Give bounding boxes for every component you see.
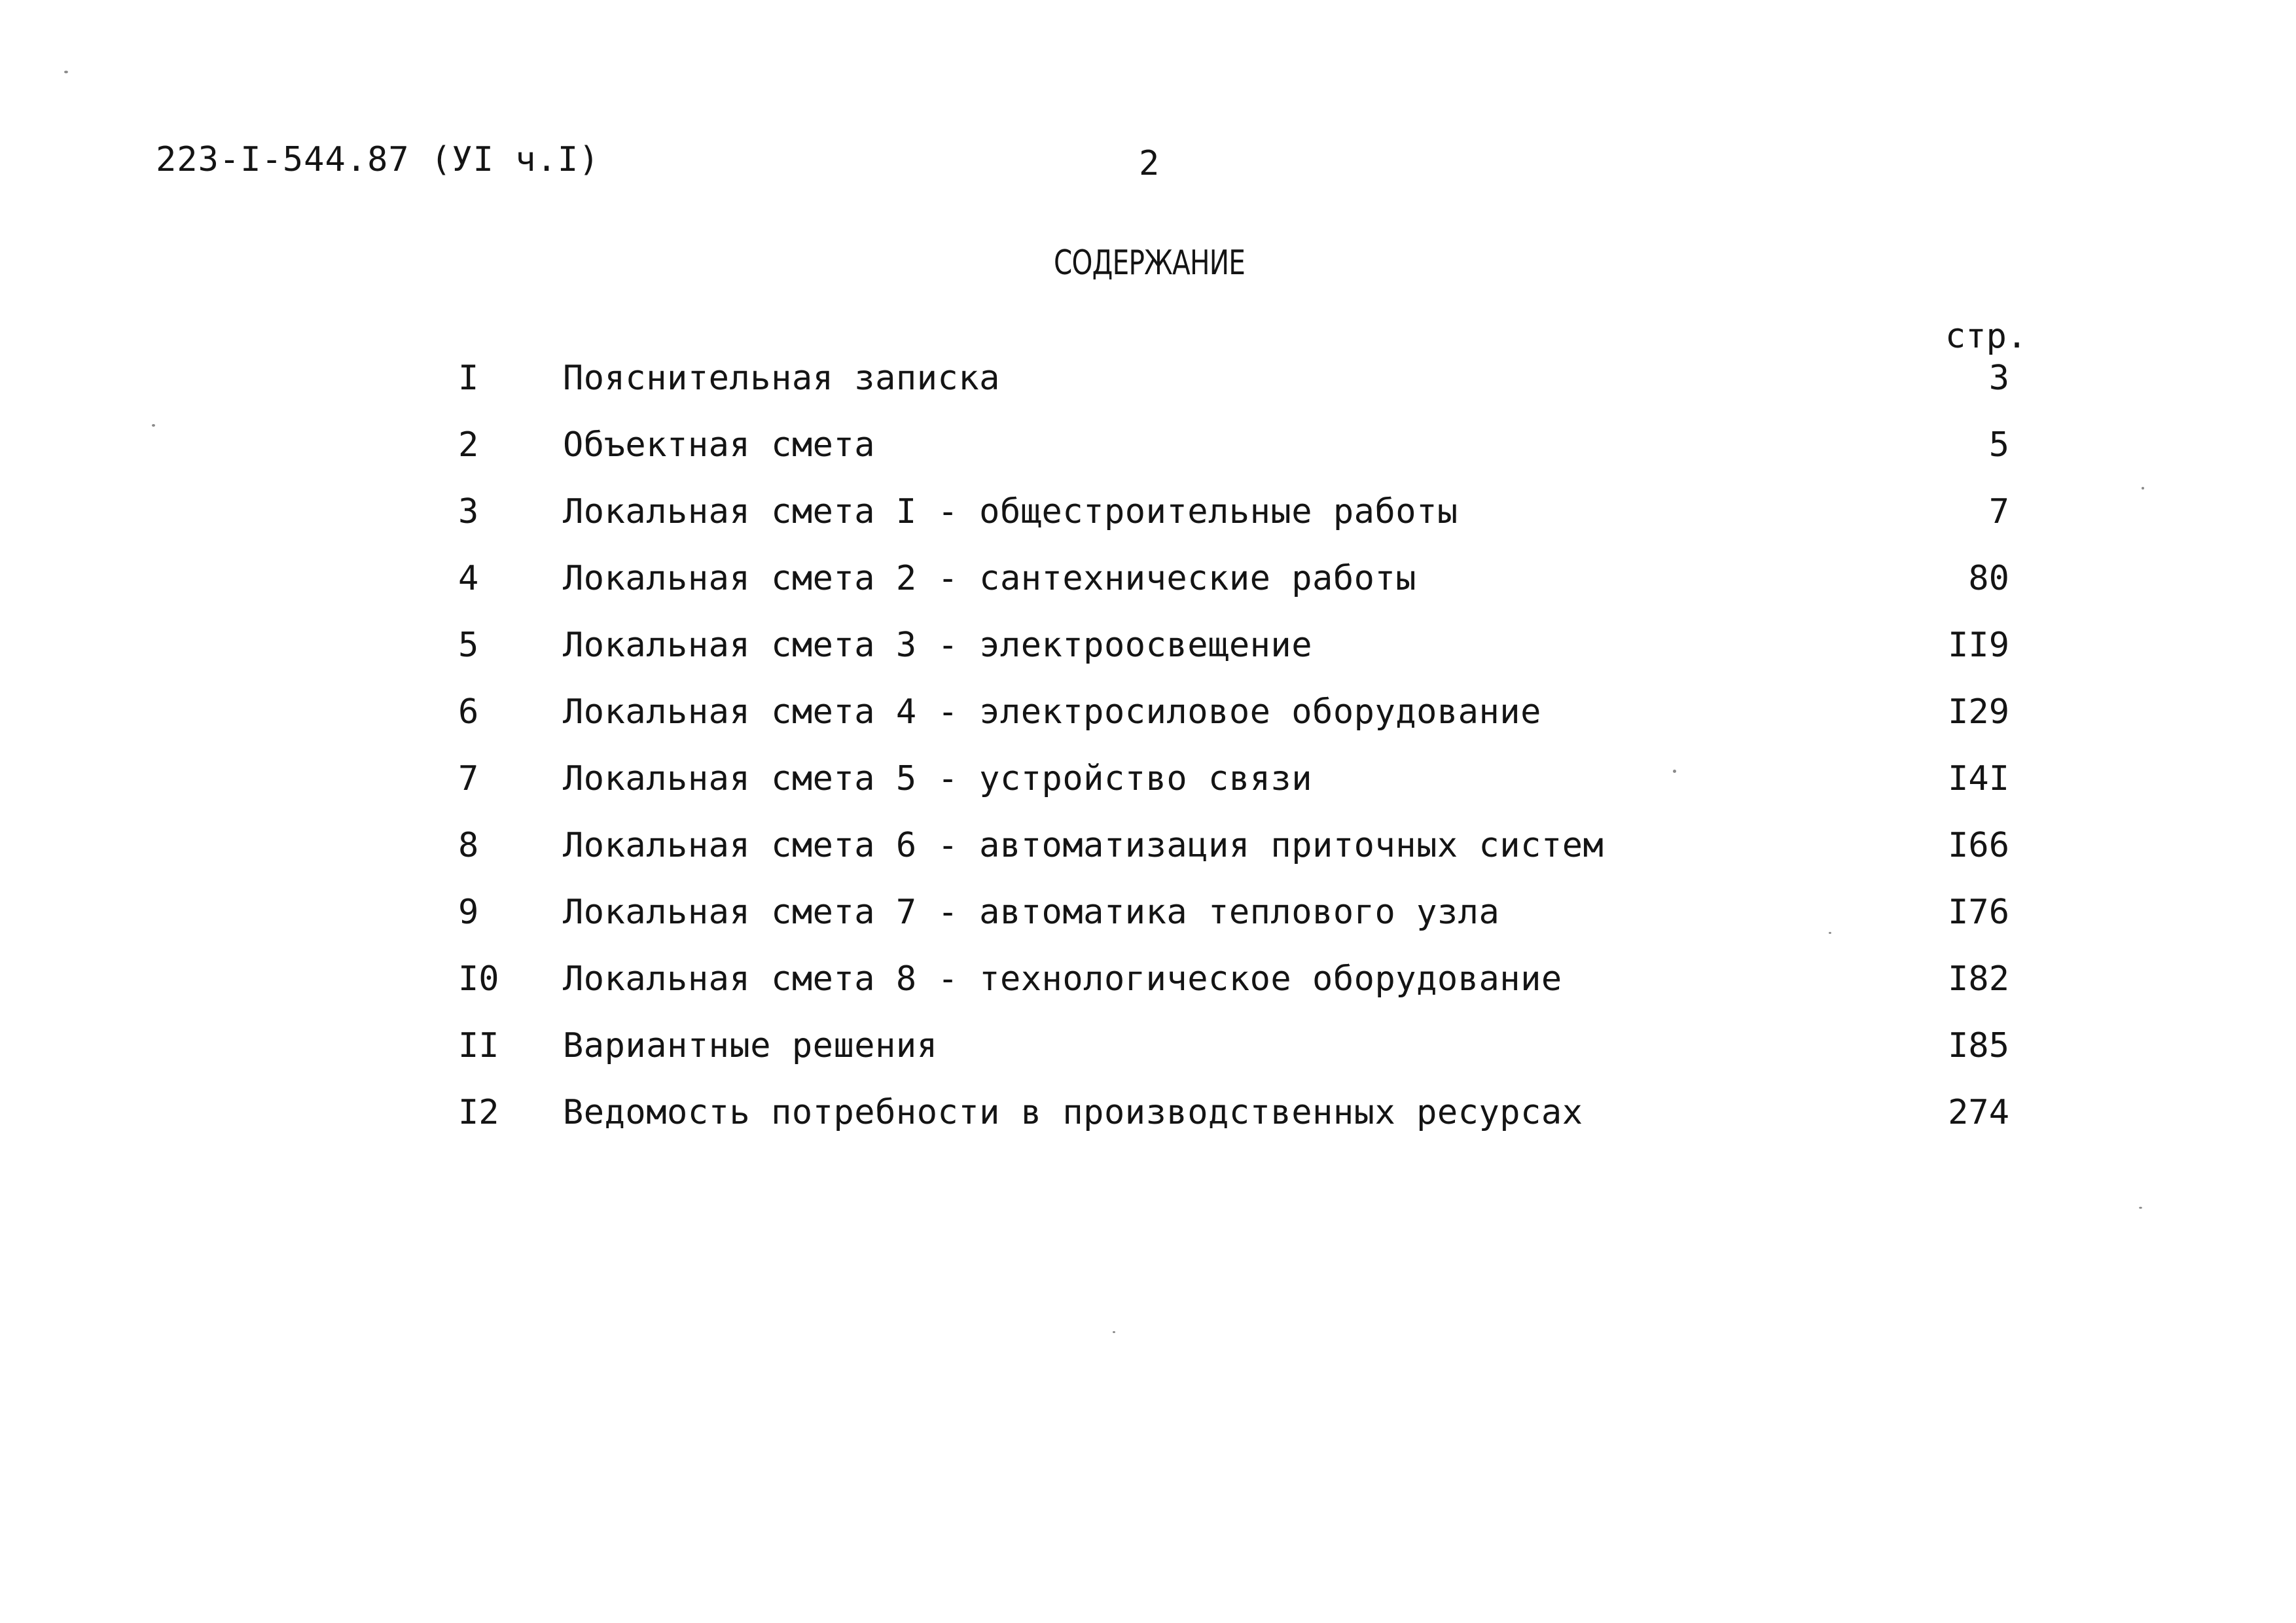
toc-entry	[0, 425, 2296, 492]
toc-entry	[0, 1093, 2296, 1160]
toc-entry-page: 80	[1968, 559, 2009, 598]
toc-entry-title: Локальная смета 2 - сантехнические работы	[563, 559, 1417, 598]
toc-entry	[0, 359, 2296, 425]
toc-entry	[0, 1026, 2296, 1093]
toc-entry-number: I	[458, 359, 479, 398]
toc-entry-title: Пояснительная записка	[563, 359, 1000, 398]
toc-entry-title: Локальная смета 3 - электроосвещение	[563, 626, 1313, 665]
toc-entry-page: 5	[1988, 425, 2009, 465]
toc-entry-page: 7	[1988, 492, 2009, 531]
toc-entry-title: Локальная смета 6 - автоматизация приточных систем	[563, 826, 1604, 865]
toc-entry-page: I76	[1948, 893, 2009, 932]
toc-entry-number: 2	[458, 425, 479, 465]
toc-entry-number: I2	[458, 1093, 499, 1132]
toc-entry-page: 274	[1948, 1093, 2009, 1132]
toc-entry-title: Объектная смета	[563, 425, 876, 465]
toc-entry	[0, 492, 2296, 559]
toc-entry-page: I85	[1948, 1026, 2009, 1065]
page-number: 2	[1139, 144, 1160, 183]
scan-speck	[1113, 1331, 1115, 1333]
toc-entry-page: 3	[1988, 359, 2009, 398]
document-code: 223-I-544.87 (УI ч.I)	[156, 140, 600, 179]
scan-speck	[1829, 932, 1831, 934]
toc-entry	[0, 692, 2296, 759]
toc-entry-title: Ведомость потребности в производственных ресурсах	[563, 1093, 1583, 1132]
toc-entry-page: I29	[1948, 692, 2009, 732]
toc-entry-title: Локальная смета 7 - автоматика теплового узла	[563, 893, 1500, 932]
toc-entry-number: 7	[458, 759, 479, 798]
toc-entry-page: I4I	[1948, 759, 2009, 798]
toc-entry	[0, 893, 2296, 959]
toc-title: СОДЕРЖАНИЕ	[1054, 243, 1246, 283]
toc-entry-number: 9	[458, 893, 479, 932]
page-column-header: стр.	[1945, 317, 2028, 356]
toc-entry	[0, 959, 2296, 1026]
scan-speck	[152, 424, 155, 427]
toc-entry-number: 8	[458, 826, 479, 865]
toc-entry-title: Локальная смета 8 - технологическое оборудование	[563, 959, 1562, 999]
toc-entry	[0, 826, 2296, 893]
scan-speck	[64, 71, 68, 73]
toc-entry-page: II9	[1948, 626, 2009, 665]
toc-list	[0, 359, 2296, 1160]
toc-entry-title: Вариантные решения	[563, 1026, 938, 1065]
toc-entry-title: Локальная смета 5 - устройство связи	[563, 759, 1313, 798]
scan-speck	[1673, 770, 1676, 773]
toc-entry	[0, 759, 2296, 826]
toc-entry-number: 5	[458, 626, 479, 665]
toc-entry-number: II	[458, 1026, 499, 1065]
toc-entry-title: Локальная смета I - общестроительные работы	[563, 492, 1458, 531]
toc-entry-title: Локальная смета 4 - электросиловое оборудование	[563, 692, 1541, 732]
toc-entry	[0, 559, 2296, 626]
toc-entry-number: I0	[458, 959, 499, 999]
toc-entry-number: 4	[458, 559, 479, 598]
scan-speck	[2142, 487, 2144, 490]
toc-entry-number: 3	[458, 492, 479, 531]
toc-entry-page: I82	[1948, 959, 2009, 999]
toc-entry-number: 6	[458, 692, 479, 732]
toc-entry-page: I66	[1948, 826, 2009, 865]
scan-speck	[2139, 1207, 2142, 1209]
toc-entry	[0, 626, 2296, 692]
